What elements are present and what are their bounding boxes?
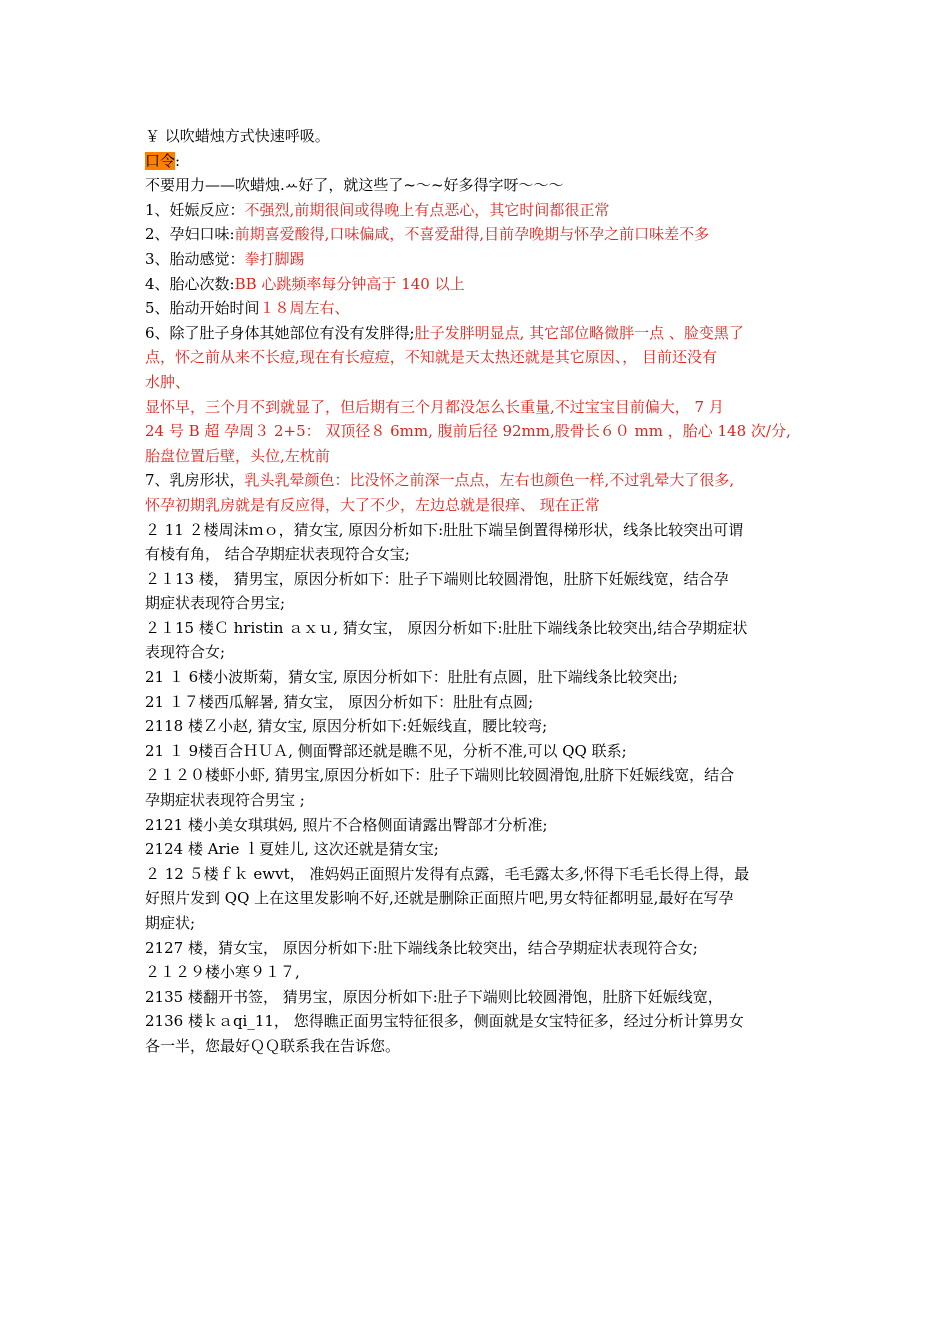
- answer-text: 水肿、: [145, 372, 191, 391]
- text-line: [145, 714, 815, 739]
- text-line: [145, 936, 815, 961]
- text-line: [145, 345, 815, 370]
- body-text: ２１15 楼Ｃ hristin ａｘｕ, 猜女宝， 原因分析如下:肚肚下端线条比较突出,结合孕期症状: [145, 618, 748, 637]
- body-text: 各一半，您最好ＱＱ联系我在告诉您。: [145, 1036, 401, 1055]
- text-line: [145, 419, 815, 444]
- body-text: 好照片发到 QQ 上在这里发影响不好,还就是删除正面照片吧,男女特征都明显,最好在写孕: [145, 889, 734, 908]
- body-text: 21 １ 9楼百合ＨＵＡ, 侧面臀部还就是瞧不见，分析不准,可以 QQ 联系;: [145, 741, 627, 760]
- text-line: [145, 1009, 815, 1034]
- body-text: 2135 楼翻开书签， 猜男宝，原因分析如下:肚子下端则比较圆滑饱，肚脐下妊娠线宽，: [145, 987, 723, 1006]
- highlighted-heading: 口令: [145, 151, 176, 170]
- body-text: 2、孕妇口味:: [145, 225, 235, 244]
- body-text: 21 １ 6楼小波斯菊，猜女宝, 原因分析如下：肚肚有点圆，肚下端线条比较突出;: [145, 668, 678, 687]
- body-text: ２ 12 ５楼ｆｋ ewvt， 准妈妈正面照片发得有点露，毛毛露太多,怀得下毛毛长得上得，最: [145, 864, 750, 883]
- text-line: [145, 616, 815, 641]
- body-text: 2124 楼 Arie ｌ夏娃儿, 这次还就是猜女宝;: [145, 840, 439, 859]
- text-line: [145, 272, 815, 297]
- text-line: [145, 837, 815, 862]
- text-line: [145, 739, 815, 764]
- text-line: [145, 149, 815, 174]
- text-line: [145, 468, 815, 493]
- text-line: [145, 690, 815, 715]
- answer-text: １８周左右、: [259, 299, 350, 318]
- text-line: [145, 813, 815, 838]
- body-text: 期症状表现符合男宝;: [145, 594, 286, 613]
- body-text: :: [175, 151, 181, 170]
- body-text: 期症状;: [145, 914, 196, 932]
- answer-text: 拳打脚踢: [244, 249, 305, 268]
- answer-text: 显怀早，三个月不到就显了，但后期有三个月都没怎么长重量,不过宝宝目前偏大， 7 月: [145, 397, 724, 416]
- text-line: [145, 370, 815, 395]
- text-line: [145, 124, 815, 149]
- text-line: [145, 518, 815, 543]
- body-text: 2118 楼Ｚ小赵, 猜女宝, 原因分析如下:妊娠线直，腰比较弯;: [145, 717, 548, 736]
- body-text: 6、除了肚子身体其她部位有没有发胖得;: [145, 323, 415, 342]
- body-text: 5、胎动开始时间: [145, 299, 260, 318]
- text-line: [145, 247, 815, 272]
- text-line: [145, 911, 815, 936]
- text-line: [145, 296, 815, 321]
- answer-text: 肚子发胖明显点, 其它部位略微胖一点 、脸变黑了: [414, 323, 744, 342]
- answer-text: 前期喜爱酸得,口味偏咸，不喜爱甜得,目前孕晚期与怀孕之前口味差不多: [234, 225, 710, 244]
- text-line: [145, 788, 815, 813]
- body-text: 不要用力——吹蜡烛.ꕀ好了，就这些了~～~好多得字呀～～～: [145, 176, 564, 195]
- body-text: 3、胎动感觉：: [145, 249, 245, 268]
- answer-text: BB 心跳频率每分钟高于 140 以上: [234, 274, 465, 293]
- text-line: [145, 173, 815, 198]
- answer-text: 点，怀之前从来不长痘,现在有长痘痘，不知就是天太热还就是其它原因、， 目前还没有: [145, 348, 718, 367]
- body-text: ２１13 楼， 猜男宝，原因分析如下：肚子下端则比较圆滑饱，肚脐下妊娠线宽，结合孕: [145, 569, 729, 588]
- body-text: 4、胎心次数:: [145, 274, 235, 293]
- body-text: 1、妊娠反应：: [145, 200, 245, 219]
- answer-text: 胎盘位置后壁，头位,左枕前: [145, 446, 330, 465]
- body-text: 2136 楼ｋａqi_11， 您得瞧正面男宝特征很多，侧面就是女宝特征多，经过分析计算男女: [145, 1012, 744, 1031]
- text-line: [145, 321, 815, 346]
- body-text: 孕期症状表现符合男宝 ;: [145, 791, 305, 810]
- text-line: [145, 763, 815, 788]
- body-text: ２１２９楼小寒９１７,: [145, 963, 300, 982]
- body-text: 2127 楼，猜女宝， 原因分析如下:肚下端线条比较突出，结合孕期症状表现符合女;: [145, 938, 698, 957]
- text-line: [145, 567, 815, 592]
- text-line: [145, 862, 815, 887]
- body-text: 2121 楼小美女琪琪妈, 照片不合格侧面请露出臀部才分析准;: [145, 815, 548, 834]
- answer-text: 怀孕初期乳房就是有反应得，大了不少，左边总就是很痒、 现在正常: [145, 495, 600, 514]
- text-line: [145, 395, 815, 420]
- text-line: [145, 640, 815, 665]
- body-text: ２ 11 ２楼周沫ｍｏ，猜女宝, 原因分析如下:肚肚下端呈倒置得梯形状，线条比较突出可谓: [145, 520, 744, 539]
- text-line: [145, 198, 815, 223]
- text-line: [145, 444, 815, 469]
- text-line: [145, 591, 815, 616]
- body-text: ￥ 以吹蜡烛方式快速呼吸。: [145, 127, 330, 145]
- body-text: 表现符合女;: [145, 643, 226, 662]
- text-line: [145, 985, 815, 1010]
- answer-text: 24 号 B 超 孕周３ 2+5： 双顶径８ 6mm, 腹前后径 92mm,股骨长６０ mm ，胎心 148 次/分,: [145, 422, 791, 441]
- text-line: [145, 542, 815, 567]
- body-text: 21 １７楼西瓜解暑, 猜女宝， 原因分析如下：肚肚有点圆;: [145, 692, 534, 711]
- document-body: [145, 124, 815, 1059]
- text-line: [145, 960, 815, 985]
- body-text: 有棱有角， 结合孕期症状表现符合女宝;: [145, 545, 410, 564]
- text-line: [145, 886, 815, 911]
- answer-text: 乳头乳晕颜色：比没怀之前深一点点，左右也颜色一样,不过乳晕大了很多,: [244, 471, 735, 490]
- text-line: [145, 665, 815, 690]
- text-line: [145, 493, 815, 518]
- body-text: 7、乳房形状，: [145, 471, 245, 490]
- text-line: [145, 222, 815, 247]
- body-text: ２１２０楼虾小虾, 猜男宝,原因分析如下：肚子下端则比较圆滑饱,肚脐下妊娠线宽，结合: [145, 766, 735, 785]
- text-line: [145, 1034, 815, 1059]
- answer-text: 不强烈,前期很间或得晚上有点恶心，其它时间都很正常: [244, 200, 610, 219]
